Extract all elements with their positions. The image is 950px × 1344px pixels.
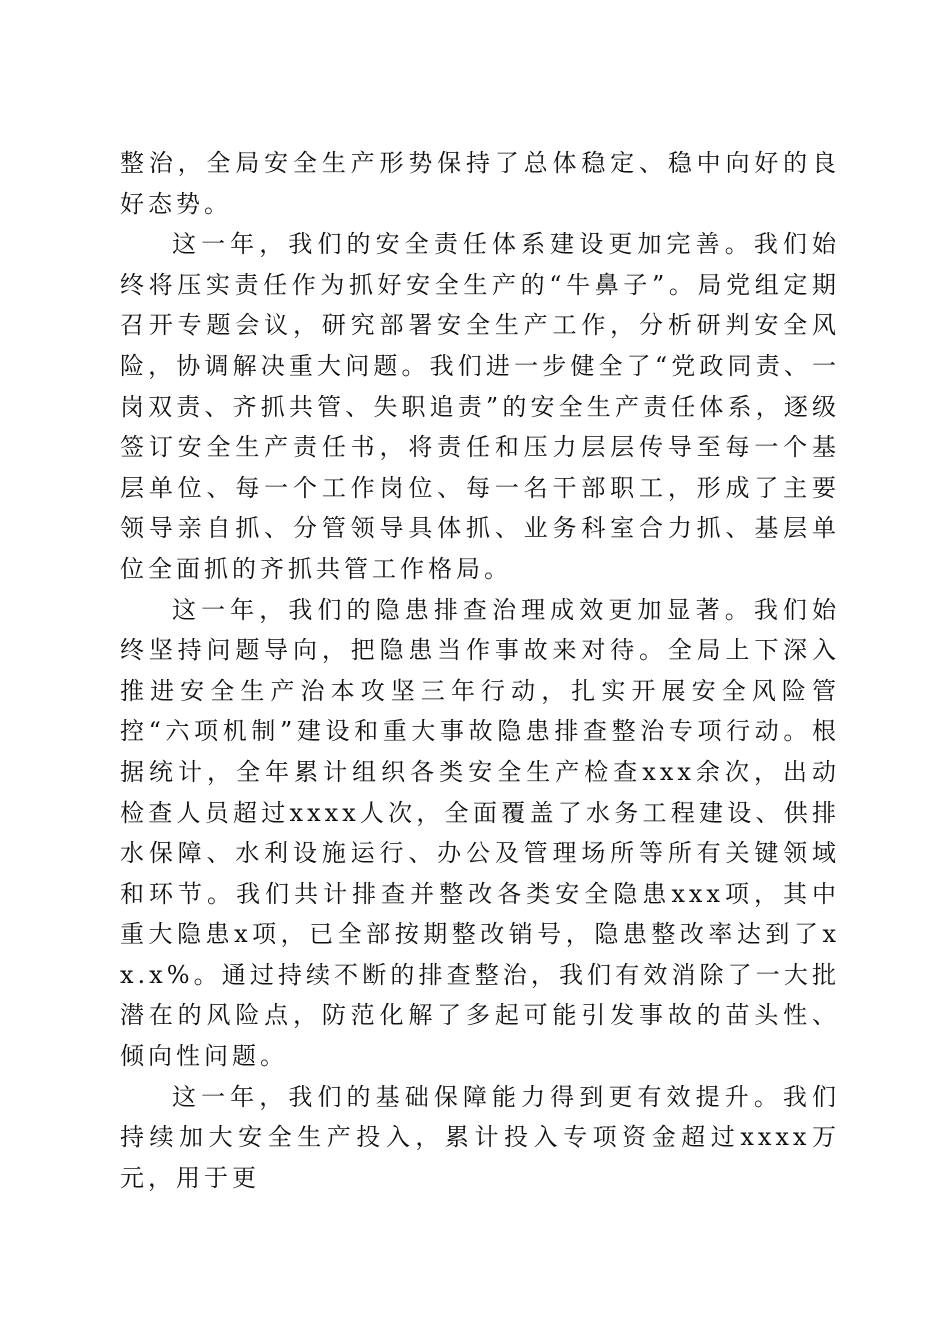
paragraph-basic-support: 这一年，我们的基础保障能力得到更有效提升。我们持续加大安全生产投入，累计投入专项资金超过xxxx万元，用于更 <box>120 1082 840 1192</box>
paragraph-continuation: 整治，全局安全生产形势保持了总体稳定、稳中向好的良好态势。 <box>120 149 840 218</box>
paragraph-responsibility: 这一年，我们的安全责任体系建设更加完善。我们始终将压实责任作为抓好安全生产的“牛鼻子”。局党组定期召开专题会议，研究部署安全生产工作，分析研判安全风险，协调解决重大问题。我们进一步健全了“党政同责、一岗双责、齐抓共管、失职追责”的安全生产责任体系，逐级签订安全生产责任书，将责任和压力层层传导至每一个基层单位、每一个工作岗位、每一名干部职工，形成了主要领导亲自抓、分管领导具体抓、业务科室合力抓、基层单位全面抓的齐抓共管工作格局。 <box>120 230 840 583</box>
paragraph-hazard-inspection: 这一年，我们的隐患排查治理成效更加显著。我们始终坚持问题导向，把隐患当作事故来对待。全局上下深入推进安全生产治本攻坚三年行动，扎实开展安全风险管控“六项机制”建设和重大事故隐患排查整治专项行动。根据统计，全年累计组织各类安全生产检查xxx余次，出动检查人员超过xxxx人次，全面覆盖了水务工程建设、供排水保障、水利设施运行、办公及管理场所等所有关键领域和环节。我们共计排查并整改各类安全隐患xxx项，其中重大隐患x项，已全部按期整改销号，隐患整改率达到了xx.x%。通过持续不断的排查整治，我们有效消除了一大批潜在的风险点，防范化解了多起可能引发事故的苗头性、倾向性问题。 <box>120 595 840 1071</box>
body-text <box>120 143 840 1198</box>
